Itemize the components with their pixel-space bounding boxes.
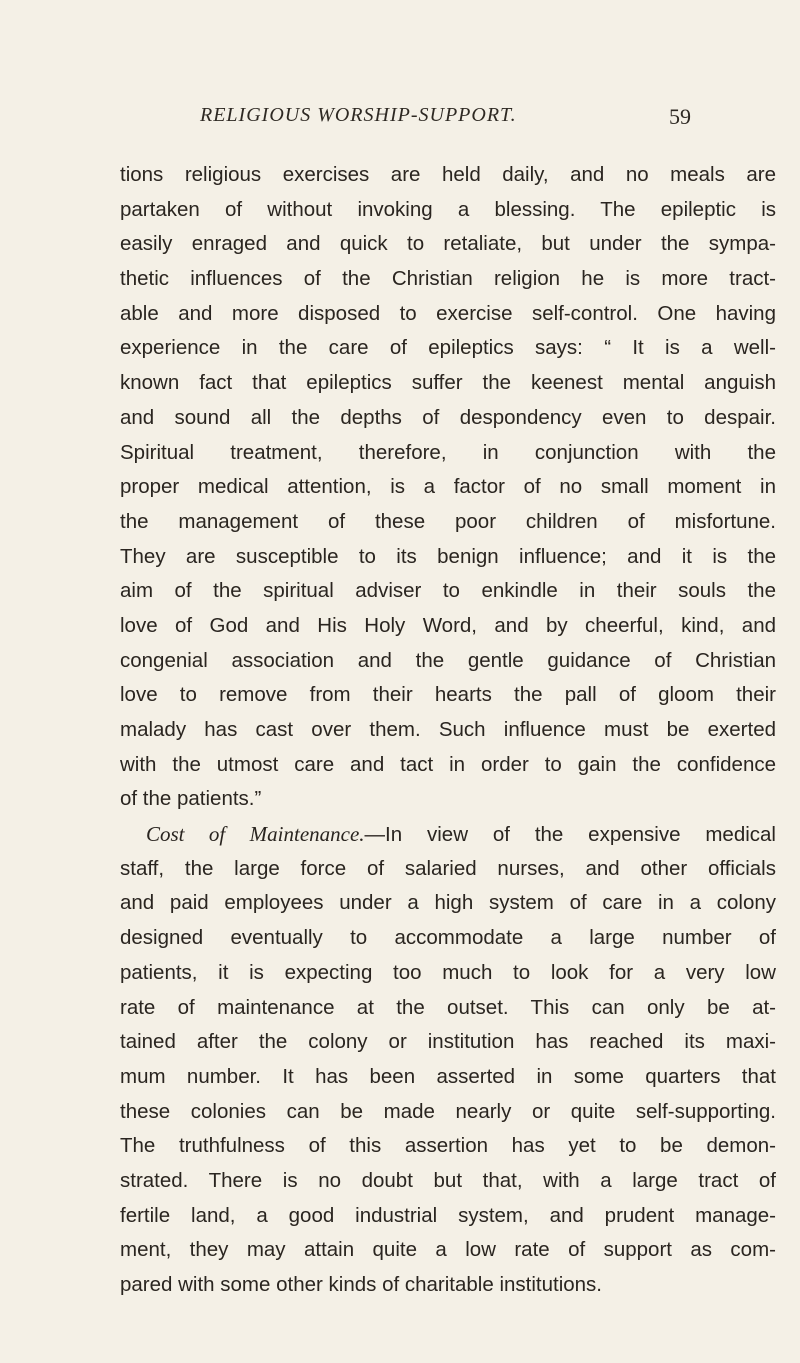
text-line: tions religious exercises are held daily, and no meals are — [120, 163, 776, 186]
text-line: thetic influences of the Christian religion he is more tract- — [120, 267, 776, 291]
running-head — [0, 104, 800, 136]
text-line: They are susceptible to its benign influence; and it is the — [120, 544, 776, 568]
running-title: RELIGIOUS WORSHIP-SUPPORT. — [200, 104, 517, 126]
text-line: ment, they may attain quite a low rate of support as com- — [120, 1238, 776, 1262]
text-line: and paid employees under a high system of care in a colony — [120, 891, 776, 915]
section-first-line-text: —In view of the expensive medical — [364, 823, 776, 847]
text-line: aim of the spiritual adviser to enkindle in their souls the — [120, 579, 776, 603]
text-line: strated. There is no doubt but that, with a large tract of — [120, 1168, 776, 1192]
text-line: partaken of without invoking a blessing. The epileptic is — [120, 197, 776, 221]
text-line: known fact that epileptics suffer the keenest mental anguish — [120, 371, 776, 395]
text-line: and sound all the depths of despondency even to despair. — [120, 405, 776, 429]
text-line: easily enraged and quick to retaliate, but under the sympa- — [120, 232, 776, 256]
text-line: pared with some other kinds of charitable institutions. — [120, 1273, 603, 1296]
text-line: these colonies can be made nearly or quite self-supporting. — [120, 1099, 776, 1123]
text-line: malady has cast over them. Such influence must be exerted — [120, 718, 776, 741]
text-line: rate of maintenance at the outset. This can only be at- — [120, 995, 776, 1019]
text-line: fertile land, a good industrial system, and prudent manage- — [120, 1203, 776, 1227]
text-line: The truthfulness of this assertion has yet to be demon- — [120, 1134, 776, 1158]
section-first-line — [120, 817, 776, 852]
text-line: proper medical attention, is a factor of no small moment in — [120, 475, 776, 499]
text-line: the management of these poor children of misfortune. — [120, 509, 776, 533]
text-line: love of God and His Holy Word, and by cheerful, kind, and — [120, 613, 776, 637]
text-line: of the patients.” — [120, 787, 262, 811]
text-line: experience in the care of epileptics says: “ It is a well- — [120, 336, 776, 360]
text-line: patients, it is expecting too much to look for a very low — [120, 960, 776, 984]
section-heading: Cost of Maintenance. — [146, 822, 365, 847]
text-line: with the utmost care and tact in order to gain the confidence — [120, 752, 776, 776]
text-line: mum number. It has been asserted in some quarters that — [120, 1064, 776, 1088]
text-line: congenial association and the gentle guidance of Christian — [120, 648, 776, 672]
text-line: Spiritual treatment, therefore, in conjunction with the — [120, 440, 776, 464]
text-line: designed eventually to accommodate a large number of — [120, 926, 776, 950]
text-line: love to remove from their hearts the pall of gloom their — [120, 683, 776, 707]
text-line: staff, the large force of salaried nurses, and other officials — [120, 856, 776, 880]
body-text — [120, 158, 776, 1303]
text-line: able and more disposed to exercise self-control. One having — [120, 301, 776, 325]
text-line: tained after the colony or institution has reached its maxi- — [120, 1030, 776, 1054]
page-number: 59 — [669, 104, 691, 129]
